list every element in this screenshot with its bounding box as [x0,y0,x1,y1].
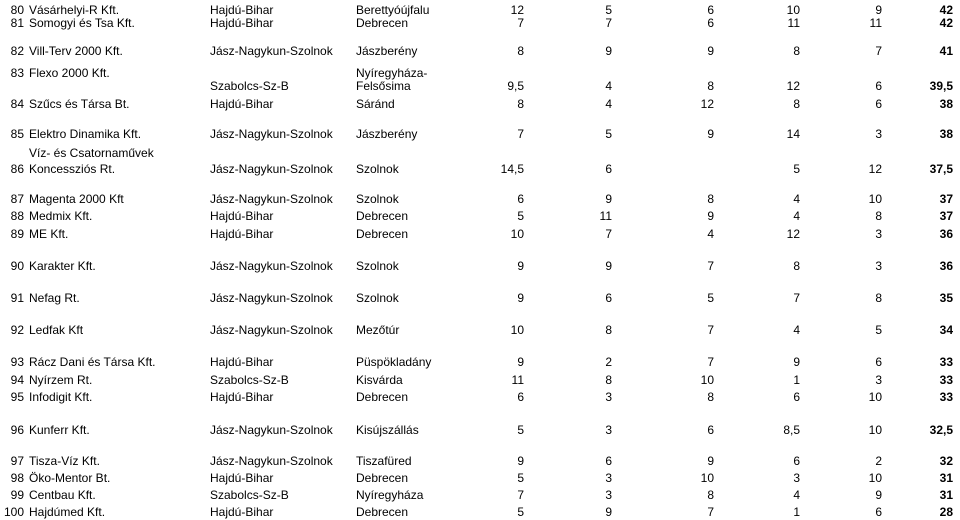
cell-rank: 97 [10,454,24,468]
cell-name: Infodigit Kft. [29,390,93,404]
cell-total: 41 [939,44,953,58]
cell-score-3: 8 [707,390,714,404]
cell-score-4: 11 [787,16,800,30]
cell-county: Hajdú-Bihar [210,16,274,30]
cell-name: Nyírzem Rt. [29,373,93,387]
cell-score-1: 5 [517,471,524,485]
cell-score-2: 9 [605,259,612,273]
cell-score-1: 6 [517,192,524,206]
cell-score-5: 10 [868,471,882,485]
cell-city: Jászberény [356,127,418,141]
cell-score-1: 5 [517,505,524,519]
cell-name: Somogyi és Tsa Kft. [29,16,135,30]
cell-score-5: 10 [868,423,882,437]
cell-total: 37 [939,209,953,223]
cell-score-2: 7 [605,227,612,241]
cell-city: Kisvárda [356,373,403,387]
cell-score-2: 9 [605,505,612,519]
cell-score-2: 5 [605,3,612,17]
cell-city: Mezőtúr [356,323,400,337]
cell-city: Debrecen [356,390,409,404]
cell-total: 37,5 [929,162,953,176]
cell-score-1: 9 [517,259,524,273]
cell-score-1: 11 [511,373,524,387]
cell-score-5: 6 [875,79,882,93]
cell-score-2: 2 [605,355,612,369]
cell-city: Kisújszállás [356,423,419,437]
cell-rank: 87 [10,192,24,206]
cell-rank: 94 [10,373,24,387]
cell-total: 35 [939,291,953,305]
cell-score-5: 5 [875,323,882,337]
cell-county: Hajdú-Bihar [210,505,274,519]
cell-score-4: 9 [793,355,800,369]
cell-name: Ledfak Kft [29,323,84,337]
cell-score-4: 14 [786,127,800,141]
cell-score-2: 3 [605,390,612,404]
cell-score-3: 8 [707,488,714,502]
cell-name: Tisza-Víz Kft. [29,454,100,468]
cell-total: 31 [939,488,953,502]
cell-rank: 92 [10,323,24,337]
cell-county: Szabolcs-Sz-B [210,488,289,502]
cell-rank: 80 [10,3,24,17]
cell-rank: 90 [10,259,24,273]
cell-county: Hajdú-Bihar [210,3,274,17]
cell-city: Debrecen [356,471,409,485]
cell-score-4: 5 [793,162,800,176]
cell-city: Tiszafüred [356,454,412,468]
cell-score-1: 9 [517,454,524,468]
cell-score-1: 5 [517,423,524,437]
cell-total: 38 [939,97,953,111]
cell-score-4: 4 [793,323,800,337]
cell-total: 37 [939,192,953,206]
cell-total: 38 [939,127,953,141]
cell-score-4: 6 [793,454,800,468]
cell-score-3: 7 [707,505,714,519]
cell-total: 33 [939,373,953,387]
cell-score-3: 7 [707,259,714,273]
cell-name: Kunferr Kft. [29,423,90,437]
cell-county: Jász-Nagykun-Szolnok [210,127,333,141]
cell-score-4: 4 [793,209,800,223]
cell-score-5: 3 [875,227,882,241]
cell-score-3: 10 [700,471,714,485]
cell-score-4: 8 [793,97,800,111]
cell-score-1: 9,5 [507,79,524,93]
cell-rank: 84 [10,97,24,111]
cell-rank: 98 [10,471,24,485]
cell-name: Víz- és Csatornaművek [29,146,154,160]
cell-score-4: 7 [793,291,800,305]
cell-county: Jász-Nagykun-Szolnok [210,192,333,206]
cell-score-1: 8 [517,97,524,111]
cell-total: 42 [939,3,953,17]
cell-name: Karakter Kft. [29,259,96,273]
cell-county: Jász-Nagykun-Szolnok [210,454,333,468]
cell-score-1: 12 [510,3,524,17]
cell-county: Hajdú-Bihar [210,227,274,241]
cell-score-3: 8 [707,79,714,93]
cell-score-2: 6 [605,454,612,468]
cell-score-5: 3 [875,127,882,141]
cell-city: Debrecen [356,505,409,519]
cell-rank: 95 [10,390,24,404]
cell-county: Jász-Nagykun-Szolnok [210,44,333,58]
cell-city: Nyíregyháza- [356,66,428,80]
cell-score-2: 3 [605,423,612,437]
cell-score-5: 6 [875,355,882,369]
cell-total: 42 [939,16,953,30]
cell-score-1: 14,5 [500,162,524,176]
cell-score-2: 5 [605,127,612,141]
cell-county: Hajdú-Bihar [210,355,274,369]
cell-score-2: 6 [605,162,612,176]
cell-score-4: 12 [786,79,800,93]
cell-city-line2: Felsősima [356,79,411,93]
cell-city: Debrecen [356,209,409,223]
cell-score-5: 11 [869,16,882,30]
cell-total: 33 [939,355,953,369]
cell-score-5: 6 [875,97,882,111]
cell-score-3: 9 [707,454,714,468]
cell-score-5: 10 [868,390,882,404]
cell-name: Hajdúmed Kft. [29,505,106,519]
cell-score-5: 9 [875,3,882,17]
cell-score-4: 1 [793,505,800,519]
cell-rank: 99 [10,488,24,502]
cell-name-line2: Koncessziós Rt. [29,162,116,176]
cell-city: Szolnok [356,192,399,206]
cell-score-2: 3 [605,488,612,502]
cell-score-1: 9 [517,355,524,369]
cell-total: 39,5 [929,79,953,93]
cell-city: Berettyóújfalu [356,3,430,17]
cell-score-3: 4 [707,227,714,241]
cell-score-5: 12 [868,162,882,176]
cell-rank: 91 [10,291,24,305]
cell-county: Hajdú-Bihar [210,97,274,111]
cell-county: Hajdú-Bihar [210,209,274,223]
cell-total: 36 [939,227,953,241]
cell-total: 34 [939,323,953,337]
cell-score-5: 9 [875,488,882,502]
cell-city: Szolnok [356,291,399,305]
cell-score-4: 8 [793,259,800,273]
cell-score-1: 10 [510,323,524,337]
cell-score-3: 9 [707,209,714,223]
cell-name: Flexo 2000 Kft. [29,66,110,80]
cell-total: 36 [939,259,953,273]
cell-score-2: 8 [605,323,612,337]
cell-name: Szűcs és Társa Bt. [29,97,130,111]
cell-score-2: 9 [605,192,612,206]
cell-total: 33 [939,390,953,404]
cell-score-2: 7 [605,16,612,30]
cell-score-4: 8,5 [783,423,800,437]
cell-city: Sáránd [356,97,395,111]
cell-county: Jász-Nagykun-Szolnok [210,423,333,437]
cell-county: Jász-Nagykun-Szolnok [210,291,333,305]
cell-score-5: 6 [875,505,882,519]
cell-score-2: 4 [605,97,612,111]
cell-score-1: 10 [510,227,524,241]
cell-county: Hajdú-Bihar [210,471,274,485]
cell-score-4: 8 [793,44,800,58]
cell-city: Nyíregyháza [356,488,424,502]
cell-county: Szabolcs-Sz-B [210,79,289,93]
cell-name: ME Kft. [29,227,69,241]
cell-rank: 96 [10,423,24,437]
cell-county: Jász-Nagykun-Szolnok [210,162,333,176]
cell-rank: 89 [10,227,24,241]
cell-city: Debrecen [356,16,409,30]
cell-score-1: 8 [517,44,524,58]
cell-score-3: 6 [707,16,714,30]
cell-county: Jász-Nagykun-Szolnok [210,259,333,273]
cell-score-3: 12 [700,97,714,111]
cell-name: Nefag Rt. [29,291,80,305]
cell-rank: 100 [3,505,24,519]
cell-rank: 85 [10,127,24,141]
cell-score-4: 3 [793,471,800,485]
cell-score-5: 8 [875,291,882,305]
cell-name: Magenta 2000 Kft [29,192,124,206]
cell-rank: 81 [10,16,24,30]
cell-score-4: 1 [793,373,800,387]
cell-total: 32 [939,454,953,468]
cell-score-4: 4 [793,488,800,502]
cell-score-2: 4 [605,79,612,93]
cell-name: Rácz Dani és Társa Kft. [29,355,156,369]
cell-name: Vill-Terv 2000 Kft. [29,44,123,58]
cell-score-2: 11 [599,209,612,223]
cell-county: Jász-Nagykun-Szolnok [210,323,333,337]
cell-total: 31 [939,471,953,485]
cell-name: Vásárhelyi-R Kft. [29,3,120,17]
cell-name: Medmix Kft. [29,209,93,223]
cell-score-1: 9 [517,291,524,305]
cell-rank: 86 [10,162,24,176]
cell-rank: 83 [10,66,24,80]
cell-score-2: 8 [605,373,612,387]
cell-score-1: 7 [517,127,524,141]
cell-score-2: 9 [605,44,612,58]
cell-city: Jászberény [356,44,418,58]
cell-rank: 88 [10,209,24,223]
cell-score-3: 10 [700,373,714,387]
cell-score-5: 7 [875,44,882,58]
cell-score-5: 10 [868,192,882,206]
cell-county: Szabolcs-Sz-B [210,373,289,387]
cell-score-5: 2 [875,454,882,468]
cell-score-3: 6 [707,423,714,437]
cell-city: Püspökladány [356,355,432,369]
cell-score-4: 6 [793,390,800,404]
cell-score-3: 6 [707,3,714,17]
cell-score-2: 3 [605,471,612,485]
cell-score-3: 9 [707,44,714,58]
cell-score-4: 10 [786,3,800,17]
cell-score-1: 7 [517,488,524,502]
cell-score-1: 5 [517,209,524,223]
cell-score-5: 3 [875,259,882,273]
cell-score-5: 3 [875,373,882,387]
cell-rank: 93 [10,355,24,369]
cell-name: Elektro Dinamika Kft. [29,127,142,141]
cell-name: Öko-Mentor Bt. [29,471,111,485]
cell-score-3: 8 [707,192,714,206]
cell-county: Hajdú-Bihar [210,390,274,404]
cell-city: Szolnok [356,162,399,176]
cell-score-4: 4 [793,192,800,206]
cell-score-2: 6 [605,291,612,305]
cell-score-3: 7 [707,355,714,369]
cell-score-3: 7 [707,323,714,337]
cell-total: 32,5 [929,423,953,437]
cell-score-1: 7 [517,16,524,30]
cell-score-1: 6 [517,390,524,404]
cell-score-5: 8 [875,209,882,223]
cell-score-3: 5 [707,291,714,305]
cell-total: 28 [939,505,953,519]
cell-city: Debrecen [356,227,409,241]
cell-city: Szolnok [356,259,399,273]
cell-score-4: 12 [786,227,800,241]
cell-score-3: 9 [707,127,714,141]
cell-name: Centbau Kft. [29,488,96,502]
cell-rank: 82 [10,44,24,58]
